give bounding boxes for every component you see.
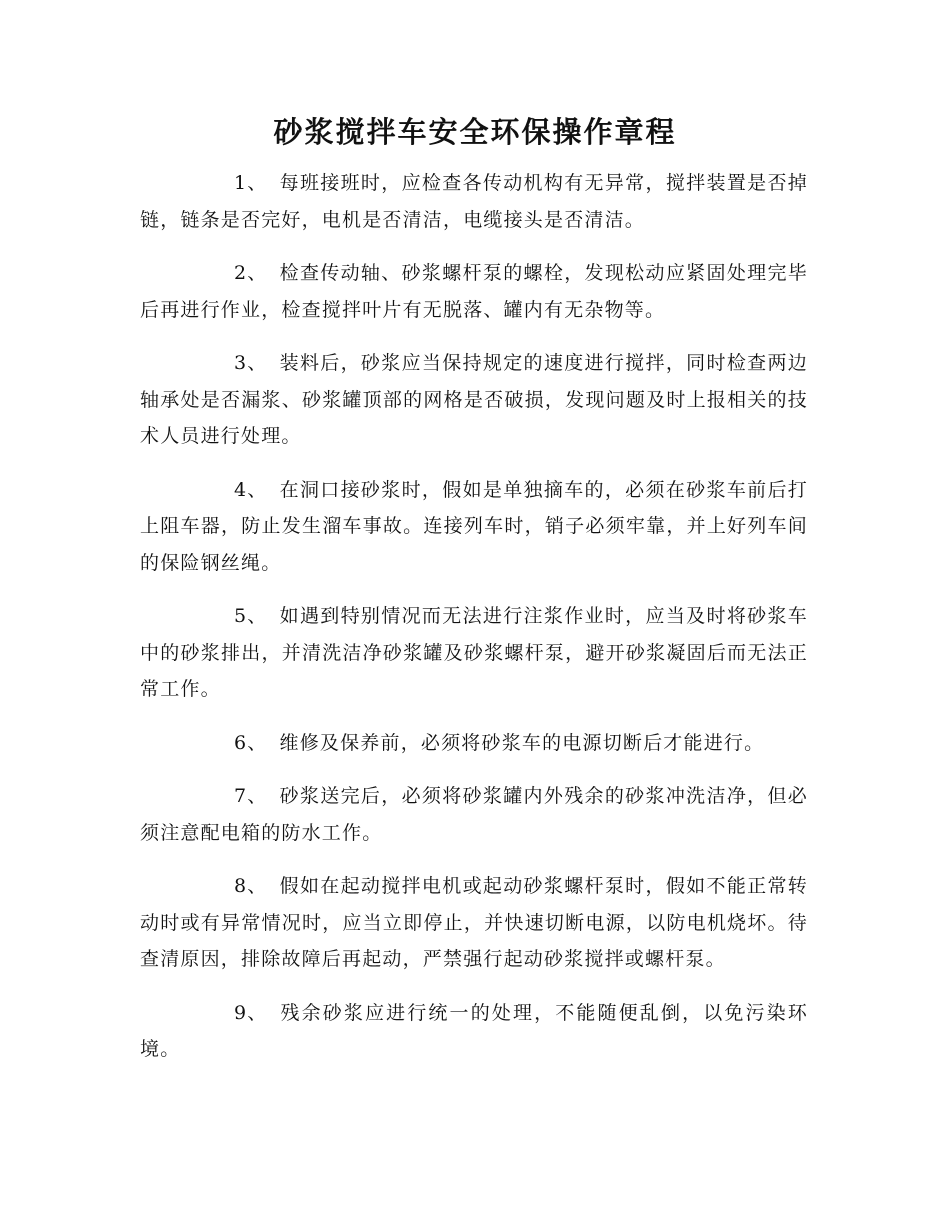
item-number: 8、 [234,875,268,897]
item-text: 检查传动轴、砂浆螺杆泵的螺栓，发现松动应紧固处理完毕后再进行作业，检查搅拌叶片有无脱落、罐内有无杂物等。 [140,262,808,321]
list-item [140,598,808,708]
item-text: 每班接班时，应检查各传动机构有无异常，搅拌装置是否掉链，链条是否完好，电机是否清洁，电缆接头是否清洁。 [140,172,808,231]
item-text: 装料后，砂浆应当保持规定的速度进行搅拌，同时检查两边轴承处是否漏浆、砂浆罐顶部的网格是否破损，发现问题及时上报相关的技术人员进行处理。 [140,352,808,447]
item-number: 9、 [234,1001,268,1024]
item-number: 1、 [234,172,268,194]
item-text: 在洞口接砂浆时，假如是单独摘车的，必须在砂浆车前后打上阻车器，防止发生溜车事故。连接列车时，销子必须牢靠，并上好列车间的保险钢丝绳。 [140,478,808,574]
item-number: 4、 [234,478,268,501]
item-number: 7、 [234,785,268,807]
list-item [140,868,808,978]
item-number: 3、 [234,352,268,374]
list-item [140,255,808,328]
document-body [140,165,808,1085]
list-item [140,725,808,762]
list-item [140,472,808,582]
item-number: 5、 [234,605,268,627]
document-title: 砂浆搅拌车安全环保操作章程 [273,115,677,149]
item-number: 2、 [234,262,268,284]
item-text: 如遇到特别情况而无法进行注浆作业时，应当及时将砂浆车中的砂浆排出，并清洗洁净砂浆罐及砂浆螺杆泵，避开砂浆凝固后而无法正常工作。 [140,605,808,700]
list-item [140,995,808,1068]
item-text: 砂浆送完后，必须将砂浆罐内外残余的砂浆冲洗洁净，但必须注意配电箱的防水工作。 [140,785,808,844]
item-text: 假如在起动搅拌电机或起动砂浆螺杆泵时，假如不能正常转动时或有异常情况时，应当立即停止，并快速切断电源，以防电机烧坏。待查清原因，排除故障后再起动，严禁强行起动砂浆搅拌或螺杆泵。 [140,875,808,970]
list-item [140,165,808,238]
item-number: 6、 [234,731,268,754]
list-item [140,778,808,851]
list-item [140,345,808,455]
item-text: 残余砂浆应进行统一的处理，不能随便乱倒，以免污染环境。 [140,1001,808,1060]
item-text: 维修及保养前，必须将砂浆车的电源切断后才能进行。 [279,731,765,754]
